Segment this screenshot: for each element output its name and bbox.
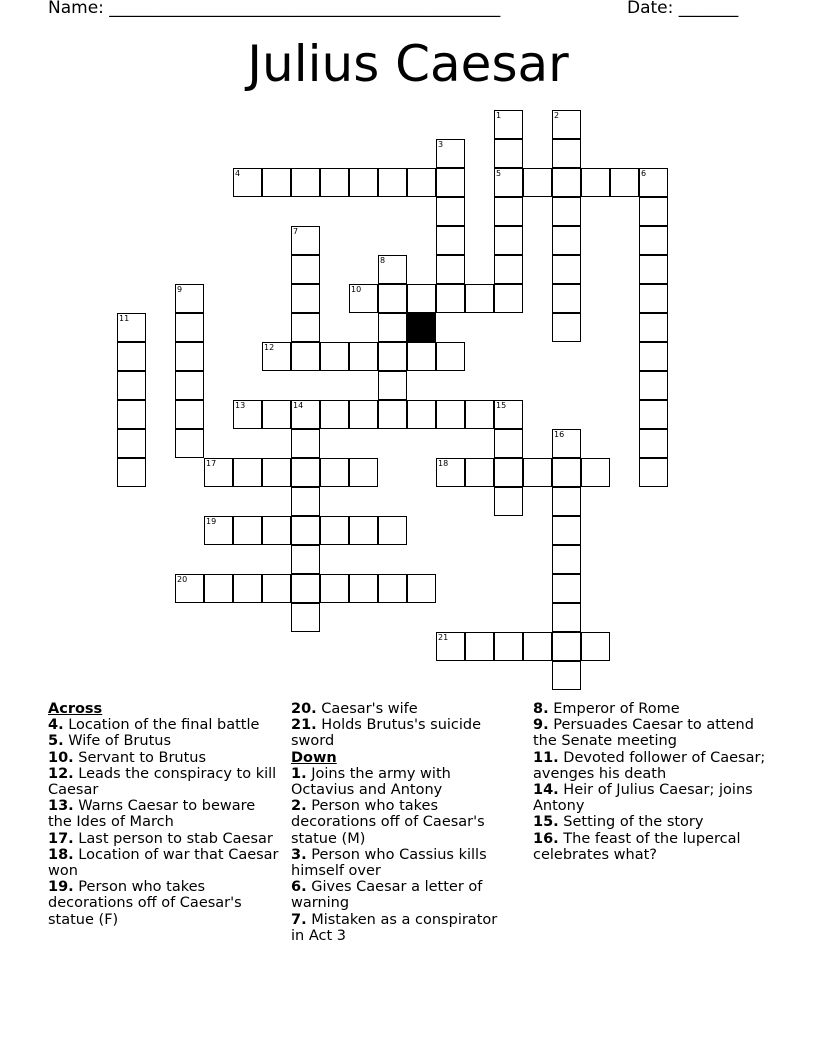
clue-text: Emperor of Rome <box>553 701 680 717</box>
crossword-cell[interactable] <box>639 458 668 487</box>
crossword-cell[interactable] <box>494 110 523 139</box>
crossword-cell[interactable] <box>175 284 204 313</box>
crossword-cell[interactable] <box>262 342 291 371</box>
crossword-cell[interactable] <box>349 400 378 429</box>
clue-text: Heir of Julius Caesar; joins Antony <box>533 782 753 815</box>
cell-number: 19 <box>206 517 217 526</box>
down-heading: Down <box>291 749 337 766</box>
cell-number: 15 <box>496 401 507 410</box>
crossword-cell[interactable] <box>552 545 581 574</box>
crossword-cell[interactable] <box>552 139 581 168</box>
crossword-cell[interactable] <box>639 429 668 458</box>
crossword-cell[interactable] <box>610 168 639 197</box>
clue-number: 3. <box>291 846 307 863</box>
crossword-cell[interactable] <box>349 458 378 487</box>
crossword-cell[interactable] <box>552 632 581 661</box>
crossword-cell[interactable] <box>291 545 320 574</box>
crossword-cell[interactable] <box>552 226 581 255</box>
cell-number: 1 <box>496 111 502 120</box>
crossword-cell[interactable] <box>117 458 146 487</box>
clue-number: 4. <box>48 717 64 734</box>
cell-number: 17 <box>206 459 217 468</box>
clue-text: Person who Cassius kills himself over <box>291 846 487 880</box>
crossword-cell[interactable] <box>639 371 668 400</box>
across-clue-21 <box>291 717 506 749</box>
crossword-cell[interactable] <box>117 371 146 400</box>
crossword-cell[interactable] <box>291 400 320 429</box>
crossword-cell[interactable] <box>117 400 146 429</box>
crossword-cell[interactable] <box>291 458 320 487</box>
crossword-cell[interactable] <box>291 255 320 284</box>
crossword-cell[interactable] <box>552 313 581 342</box>
crossword-cell[interactable] <box>175 400 204 429</box>
across-clue-18 <box>48 847 280 879</box>
down-clue-7 <box>291 912 506 944</box>
clue-number: 2. <box>291 798 307 815</box>
cell-number: 10 <box>351 285 362 294</box>
crossword-cell[interactable] <box>349 284 378 313</box>
cell-number: 20 <box>177 575 188 584</box>
clue-number: 5. <box>48 733 64 750</box>
cell-number: 3 <box>438 140 444 149</box>
clue-text: Location of the final battle <box>68 717 260 734</box>
clue-column-3 <box>533 701 773 863</box>
clue-number: 9. <box>533 717 549 734</box>
crossword-cell[interactable] <box>378 516 407 545</box>
down-clue-9 <box>533 717 773 749</box>
crossword-cell[interactable] <box>320 458 349 487</box>
crossword-cell[interactable] <box>436 139 465 168</box>
clue-text: Setting of the story <box>563 814 704 831</box>
cell-number: 7 <box>293 227 299 236</box>
cell-number: 12 <box>264 343 275 352</box>
across-heading: Across <box>48 701 103 717</box>
clue-column-1 <box>48 701 280 928</box>
crossword-cell[interactable] <box>494 226 523 255</box>
across-clue-10 <box>48 750 280 766</box>
crossword-cell[interactable] <box>291 168 320 197</box>
crossword-cell[interactable] <box>639 400 668 429</box>
date-field[interactable]: Date: _______ <box>627 0 739 18</box>
clue-number: 18. <box>48 846 74 863</box>
across-clue-12 <box>48 766 280 798</box>
crossword-cell[interactable] <box>581 632 610 661</box>
crossword-cell[interactable] <box>465 284 494 313</box>
down-clue-11 <box>533 750 773 782</box>
crossword-cell[interactable] <box>320 574 349 603</box>
across-clue-17 <box>48 831 280 847</box>
crossword-cell[interactable] <box>117 313 146 342</box>
crossword-cell[interactable] <box>523 168 552 197</box>
crossword-cell[interactable] <box>262 516 291 545</box>
crossword-cell[interactable] <box>378 255 407 284</box>
crossword-cell[interactable] <box>639 168 668 197</box>
clue-text: Mistaken as a conspirator in Act 3 <box>291 911 498 944</box>
clue-number: 10. <box>48 749 74 766</box>
crossword-cell[interactable] <box>436 226 465 255</box>
crossword-cell[interactable] <box>436 255 465 284</box>
cell-number: 2 <box>554 111 560 120</box>
clue-number: 12. <box>48 765 74 782</box>
crossword-cell[interactable] <box>552 197 581 226</box>
crossword-cell[interactable] <box>494 429 523 458</box>
clue-number: 1. <box>291 765 307 782</box>
clue-text: Persuades Caesar to attend the Senate meeting <box>533 717 754 750</box>
clue-text: Wife of Brutus <box>68 733 172 750</box>
cell-number: 18 <box>438 459 449 468</box>
crossword-cell[interactable] <box>552 429 581 458</box>
clue-number: 6. <box>291 879 307 896</box>
crossword-cell[interactable] <box>436 342 465 371</box>
clue-number: 8. <box>533 701 549 717</box>
down-clue-3 <box>291 847 506 879</box>
crossword-cell[interactable] <box>117 342 146 371</box>
crossword-cell[interactable] <box>552 255 581 284</box>
cell-number: 4 <box>235 169 241 178</box>
crossword-cell[interactable] <box>465 458 494 487</box>
crossword-cell[interactable] <box>349 342 378 371</box>
crossword-cell[interactable] <box>552 603 581 632</box>
crossword-cell[interactable] <box>233 574 262 603</box>
clue-text: Last person to stab Caesar <box>78 830 273 847</box>
clue-text: Servant to Brutus <box>78 749 207 766</box>
crossword-cell[interactable] <box>175 313 204 342</box>
crossword-cell[interactable] <box>552 168 581 197</box>
crossword-cell[interactable] <box>320 400 349 429</box>
crossword-cell[interactable] <box>494 458 523 487</box>
crossword-cell[interactable] <box>639 226 668 255</box>
crossword-cell[interactable] <box>639 255 668 284</box>
clue-text: Gives Caesar a letter of warning <box>291 879 483 912</box>
down-clue-1 <box>291 766 506 798</box>
crossword-cell[interactable] <box>465 400 494 429</box>
crossword-cell[interactable] <box>436 458 465 487</box>
cell-number: 13 <box>235 401 246 410</box>
clue-text: Caesar's wife <box>321 701 418 717</box>
cell-number: 14 <box>293 401 304 410</box>
down-clue-2 <box>291 798 506 847</box>
across-clue-5 <box>48 733 280 749</box>
crossword-cell[interactable] <box>378 342 407 371</box>
crossword-cell[interactable] <box>204 458 233 487</box>
crossword-cell[interactable] <box>349 574 378 603</box>
clue-text: The feast of the lupercal celebrates what? <box>533 830 741 863</box>
crossword-cell[interactable] <box>581 458 610 487</box>
crossword-cell[interactable] <box>291 313 320 342</box>
clue-number: 17. <box>48 830 74 847</box>
crossword-cell[interactable] <box>262 400 291 429</box>
crossword-cell[interactable] <box>233 458 262 487</box>
cell-number: 21 <box>438 633 449 642</box>
crossword-cell[interactable] <box>639 342 668 371</box>
crossword-cell[interactable] <box>349 516 378 545</box>
crossword-cell[interactable] <box>291 226 320 255</box>
across-clue-19 <box>48 879 280 928</box>
crossword-cell[interactable] <box>552 516 581 545</box>
clue-text: Warns Caesar to beware the Ides of March <box>48 798 256 831</box>
crossword-cell[interactable] <box>291 342 320 371</box>
crossword-cell[interactable] <box>349 168 378 197</box>
crossword-cell[interactable] <box>523 458 552 487</box>
clue-number: 21. <box>291 717 317 734</box>
clue-number: 11. <box>533 749 559 766</box>
cell-number: 11 <box>119 314 130 323</box>
clue-number: 14. <box>533 782 559 799</box>
cell-number: 16 <box>554 430 565 439</box>
crossword-cell[interactable] <box>320 516 349 545</box>
crossword-cell[interactable] <box>639 313 668 342</box>
crossword-cell[interactable] <box>291 284 320 313</box>
across-clue-20 <box>291 701 506 717</box>
crossword-cell[interactable] <box>436 197 465 226</box>
crossword-cell[interactable] <box>552 487 581 516</box>
crossword-cell[interactable] <box>552 574 581 603</box>
cell-number: 6 <box>641 169 647 178</box>
crossword-cell[interactable] <box>552 661 581 690</box>
crossword-cell[interactable] <box>378 400 407 429</box>
crossword-cell[interactable] <box>407 284 436 313</box>
name-field[interactable]: Name: ______________________________________________ <box>48 0 501 18</box>
crossword-cell[interactable] <box>175 574 204 603</box>
down-clue-6 <box>291 879 506 911</box>
clue-text: Holds Brutus's suicide sword <box>291 717 482 750</box>
page-title: Julius Caesar <box>247 35 569 93</box>
crossword-cell[interactable] <box>291 603 320 632</box>
crossword-cell[interactable] <box>204 516 233 545</box>
crossword-cell[interactable] <box>436 632 465 661</box>
crossword-cell[interactable] <box>175 342 204 371</box>
crossword-cell[interactable] <box>436 400 465 429</box>
crossword-cell[interactable] <box>378 168 407 197</box>
crossword-cell[interactable] <box>291 487 320 516</box>
crossword-cell[interactable] <box>233 400 262 429</box>
clue-text: Leads the conspiracy to kill Caesar <box>48 765 277 799</box>
cell-number: 5 <box>496 169 502 178</box>
down-clue-14 <box>533 782 773 814</box>
crossword-cell[interactable] <box>291 574 320 603</box>
crossword-cell[interactable] <box>494 400 523 429</box>
crossword-cell[interactable] <box>436 168 465 197</box>
crossword-cell[interactable] <box>320 342 349 371</box>
crossword-cell[interactable] <box>407 342 436 371</box>
clue-text: Joins the army with Octavius and Antony <box>291 765 451 799</box>
clue-text: Person who takes decorations off of Caesar's statue (M) <box>291 798 485 847</box>
crossword-cell[interactable] <box>407 400 436 429</box>
crossword-cell[interactable] <box>552 110 581 139</box>
crossword-cell[interactable] <box>378 371 407 400</box>
clue-number: 15. <box>533 814 559 831</box>
black-square <box>407 313 436 342</box>
crossword-cell[interactable] <box>175 371 204 400</box>
crossword-cell[interactable] <box>552 284 581 313</box>
clue-number: 19. <box>48 879 74 896</box>
crossword-cell[interactable] <box>494 255 523 284</box>
crossword-cell[interactable] <box>233 516 262 545</box>
clue-number: 20. <box>291 701 317 717</box>
crossword-cell[interactable] <box>320 168 349 197</box>
crossword-cell[interactable] <box>407 168 436 197</box>
cell-number: 9 <box>177 285 183 294</box>
crossword-cell[interactable] <box>639 197 668 226</box>
crossword-cell[interactable] <box>291 516 320 545</box>
crossword-cell[interactable] <box>204 574 233 603</box>
clue-text: Devoted follower of Caesar; avenges his death <box>533 749 766 782</box>
crossword-cell[interactable] <box>639 284 668 313</box>
down-clue-16 <box>533 831 773 863</box>
crossword-cell[interactable] <box>494 139 523 168</box>
crossword-cell[interactable] <box>233 168 262 197</box>
across-clue-13 <box>48 798 280 830</box>
crossword-cell[interactable] <box>494 168 523 197</box>
clue-text: Location of war that Caesar won <box>48 846 279 880</box>
crossword-cell[interactable] <box>581 168 610 197</box>
crossword-cell[interactable] <box>378 574 407 603</box>
crossword-cell[interactable] <box>262 574 291 603</box>
crossword-cell[interactable] <box>494 632 523 661</box>
crossword-cell[interactable] <box>436 284 465 313</box>
crossword-cell[interactable] <box>523 632 552 661</box>
across-clue-4 <box>48 717 280 733</box>
crossword-cell[interactable] <box>262 168 291 197</box>
clue-number: 7. <box>291 911 307 928</box>
crossword-cell[interactable] <box>291 429 320 458</box>
crossword-cell[interactable] <box>407 574 436 603</box>
clue-number: 16. <box>533 830 559 847</box>
cell-number: 8 <box>380 256 386 265</box>
clue-number: 13. <box>48 798 74 815</box>
clue-text: Person who takes decorations off of Caesar's statue (F) <box>48 879 242 928</box>
crossword-cell[interactable] <box>378 284 407 313</box>
crossword-cell[interactable] <box>117 429 146 458</box>
crossword-cell[interactable] <box>494 284 523 313</box>
clue-column-2 <box>291 701 506 944</box>
crossword-cell[interactable] <box>465 632 494 661</box>
crossword-cell[interactable] <box>494 197 523 226</box>
crossword-cell[interactable] <box>262 458 291 487</box>
crossword-cell[interactable] <box>175 429 204 458</box>
crossword-cell[interactable] <box>378 313 407 342</box>
down-clue-8 <box>533 701 773 717</box>
crossword-cell[interactable] <box>494 487 523 516</box>
down-clue-15 <box>533 814 773 830</box>
crossword-cell[interactable] <box>552 458 581 487</box>
